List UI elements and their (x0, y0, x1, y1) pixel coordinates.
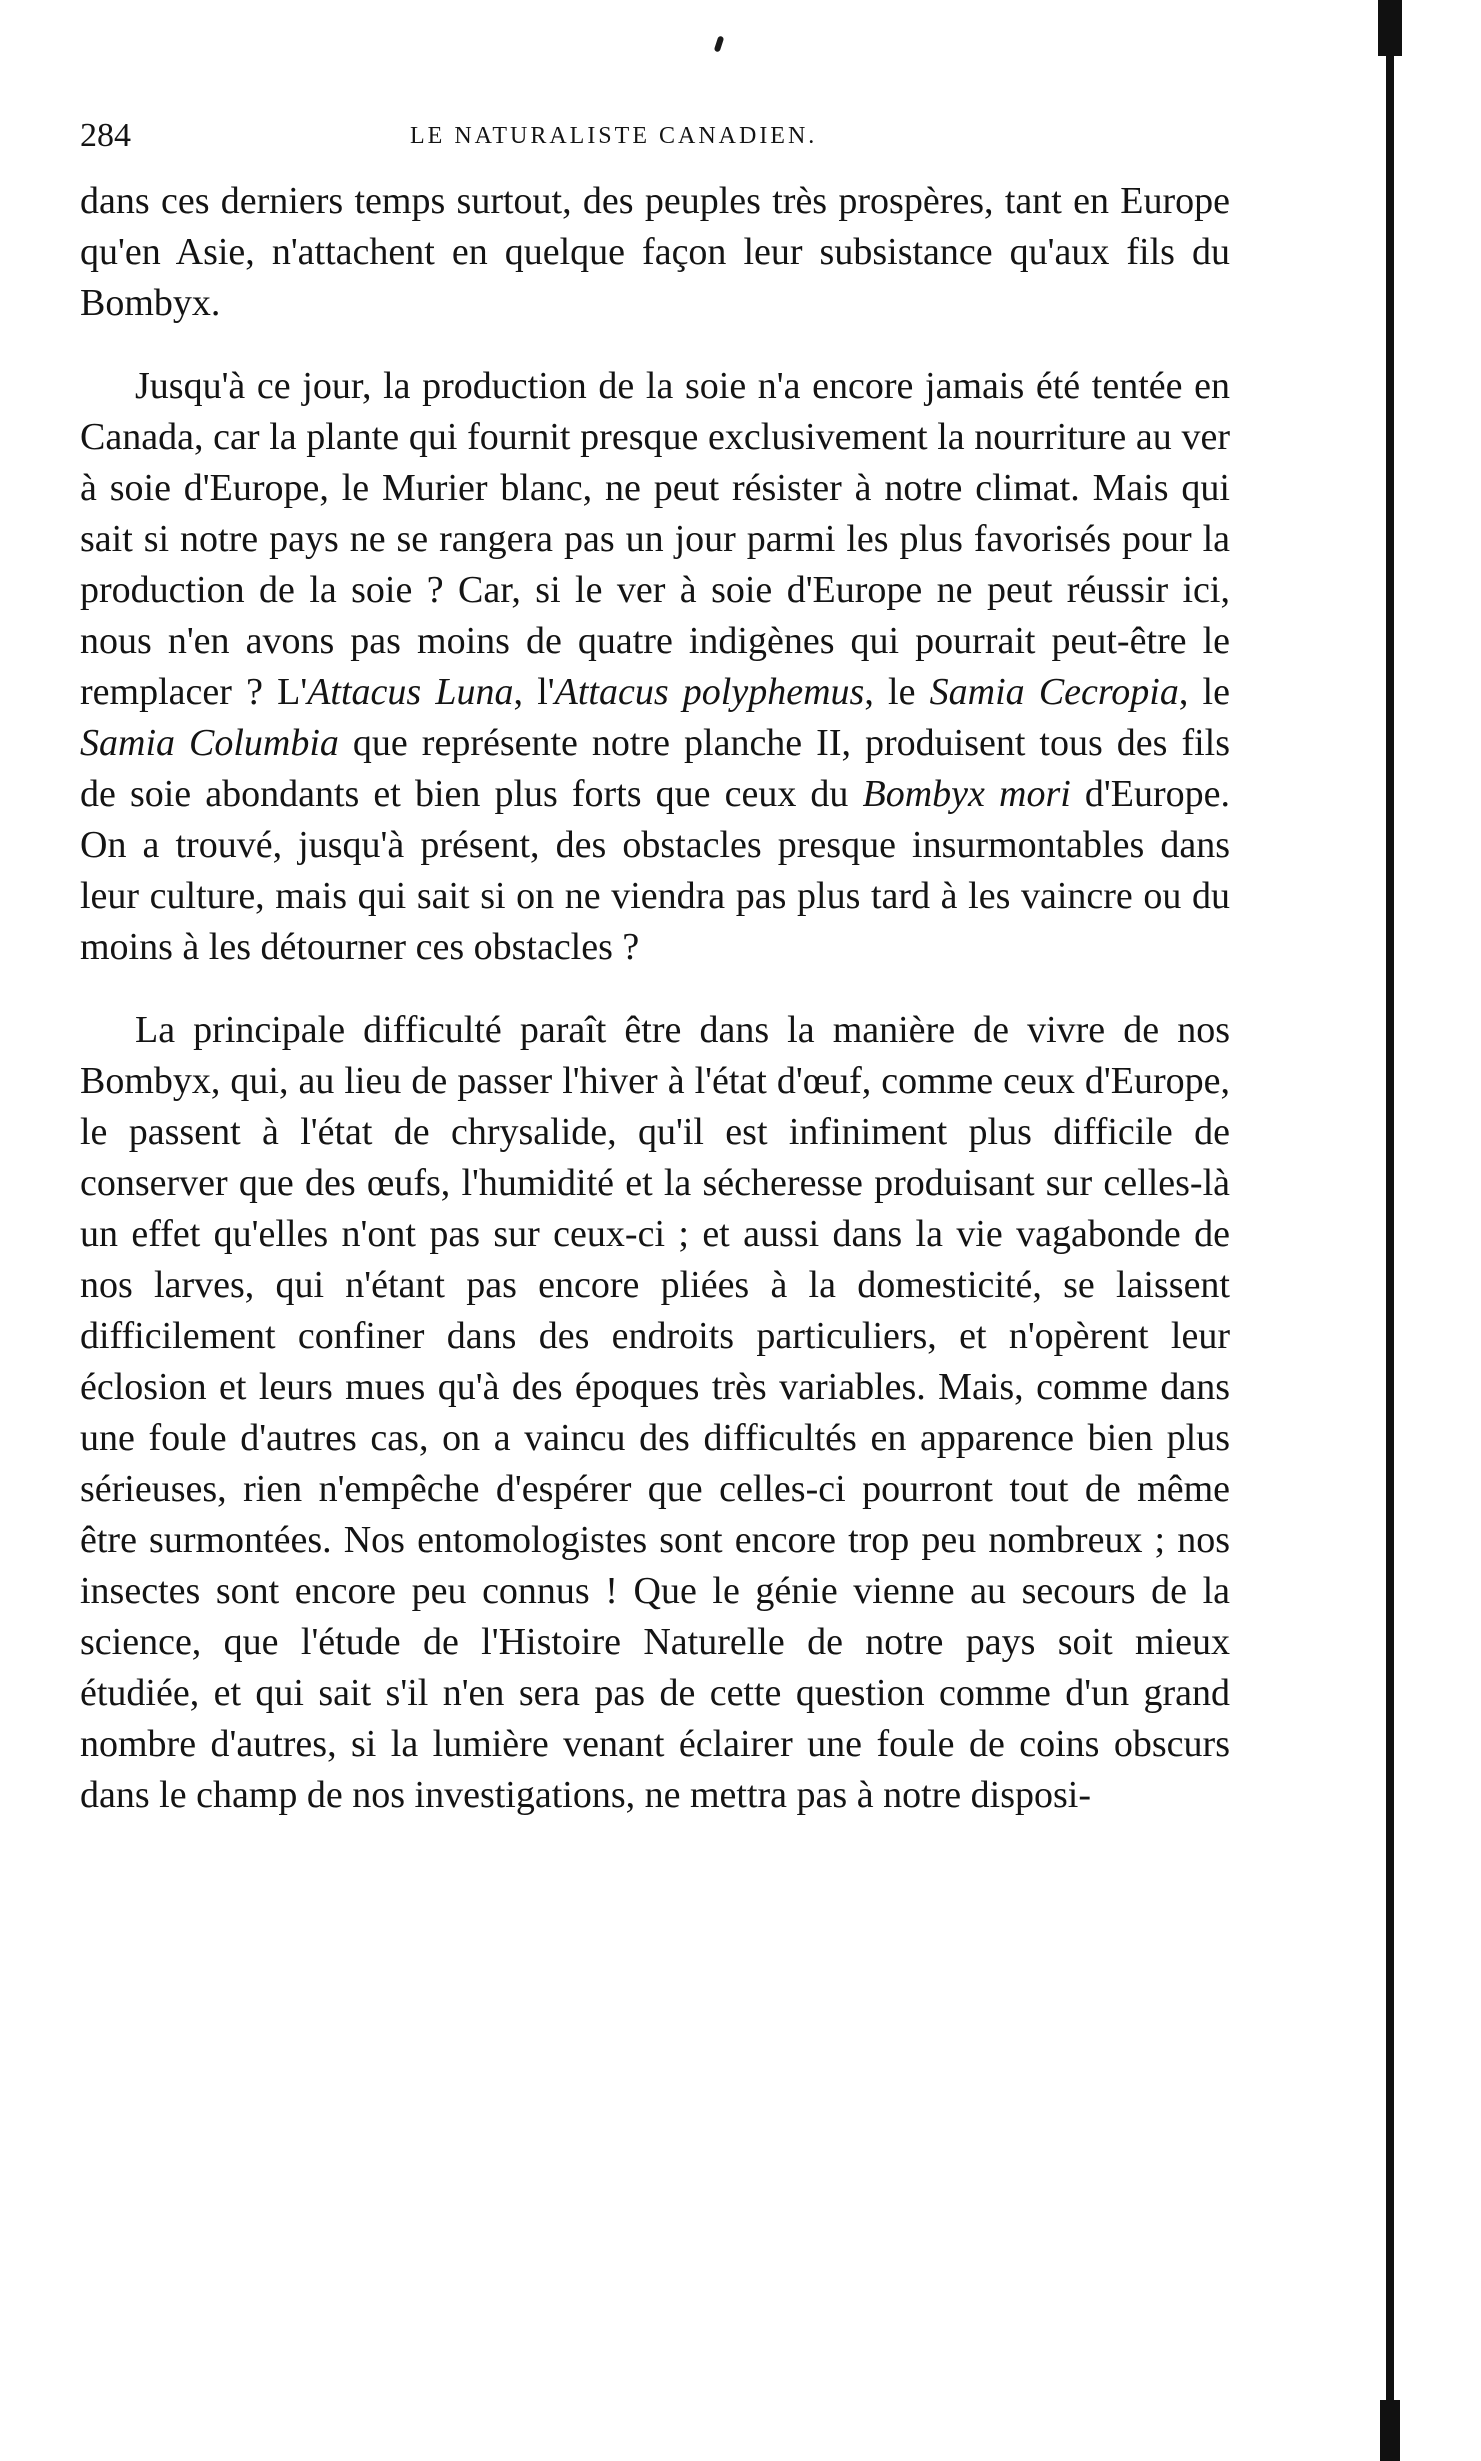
species-name-samia-cecropia: Samia Cecropia (929, 671, 1179, 713)
species-name-samia-columbia: Samia Columbia (80, 722, 339, 764)
paragraph-continuation: dans ces derniers temps surtout, des peuples très prospères, tant en Europe qu'en Asie, n'attachent en quelque façon leur subsistance qu'aux fils du Bombyx. (80, 180, 1230, 324)
page-edge-shadow (1386, 0, 1394, 2461)
running-head (80, 112, 1225, 160)
text-run: Jusqu'à ce jour, la production de la soie n'a encore jamais été tentée en Canada, car la plante qui fournit presque exclusivement la nourriture au ver à soie d'Europe, le Murier blanc, ne peut résister à notre climat. Mais qui sait si notre pays ne se rangera pas un jour parmi les plus favorisés pour la production de la soie ? Car, si le ver à soie d'Europe ne peut réussir ici, nous n'en avons pas moins de quatre indigènes qui pourrait peut-être le remplacer ? L' (80, 365, 1230, 713)
text-run: , le (864, 671, 930, 713)
species-name-bombyx-mori: Bombyx mori (862, 773, 1071, 815)
text-run: , l' (513, 671, 555, 713)
text-run: d'Europe. On a trouvé, jusqu'à présent, des obstacles presque insurmontables dans leur culture, mais qui sait si on ne viendra pas plus tard à les vaincre ou du moins à les détourner ces obstacles ? (80, 773, 1230, 968)
text-run: , le (1178, 671, 1230, 713)
species-name-attacus-polyphemus: Attacus polyphemus (554, 671, 865, 713)
paragraph-difficulties: La principale difficulté paraît être dans la manière de vivre de nos Bombyx, qui, au lieu de passer l'hiver à l'état d'œuf, comme ceux d'Europe, le passent à l'état de chrysalide, qu'il est infiniment plus difficile de conserver que des œufs, l'humidité et la sécheresse produisant sur celles-là un effet qu'elles n'ont pas sur ceux-ci ; et aussi dans la vie vagabonde de nos larves, qui n'étant pas encore pliées à la domesticité, se laissent difficilement confiner dans des endroits particuliers, et n'opèrent leur éclosion et leurs mues qu'à des époques très variables. Mais, comme dans une foule d'autres cas, on a vaincu des difficultés en apparence bien plus sérieuses, rien n'empêche d'espérer que celles-ci pourront tout de même être surmontées. Nos entomologistes sont encore trop peu nombreux ; nos insectes sont encore peu connus ! Que le génie vienne au secours de la science, que l'étude de l'Histoire Naturelle de notre pays soit mieux étudiée, et qui sait s'il n'en sera pas de cette question comme d'un grand nombre d'autres, si la lumière venant éclairer une foule de coins obscurs dans le champ de nos investigations, ne mettra pas à notre disposi- (80, 1009, 1230, 1816)
journal-title: LE NATURALISTE CANADIEN. (410, 123, 818, 149)
species-name-attacus-luna: Attacus Luna (307, 671, 514, 713)
page-edge-shadow-bottom (1380, 2400, 1400, 2461)
paragraph-silk-production (80, 361, 1230, 973)
ink-speck (714, 35, 725, 52)
body-text (80, 176, 1230, 1821)
text-run: que représente notre planche II, produisent tous des fils de soie abondants et bien plus forts que ceux du (80, 722, 1231, 815)
page-number: 284 (80, 117, 131, 154)
